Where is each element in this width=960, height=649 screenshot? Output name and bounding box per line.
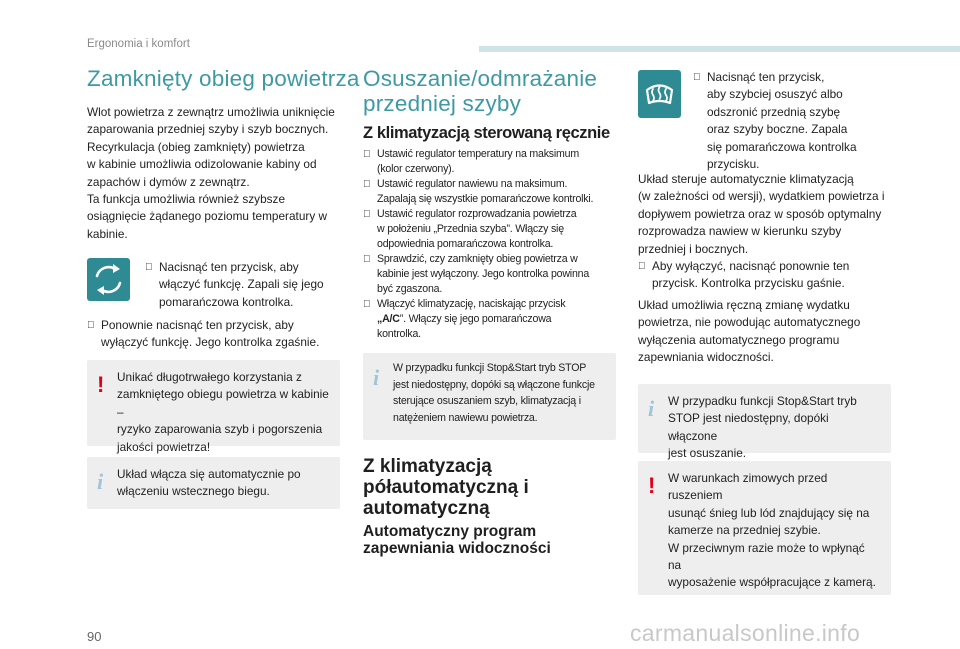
manual-change-paragraph [638, 297, 898, 367]
intro-line: zapachów i dymów z zewnątrz. [87, 174, 250, 189]
bullet-marker [638, 258, 646, 275]
warning-text: wyposażenie współpracujące z kamerą. [668, 575, 876, 590]
defrost-title [363, 66, 597, 116]
bullet-marker [363, 207, 370, 222]
intro-line: w kabinie umożliwia odizolowanie kabiny od [87, 157, 317, 172]
body-line: rozprowadza nawiew w kierunku szyby [638, 224, 842, 239]
instruction-text: aby szybciej osuszyć albo [707, 87, 843, 102]
body-line: Układ umożliwia ręczną zmianę wydatku [638, 298, 850, 312]
press-again-instruction [87, 317, 352, 352]
info-text: jest niedostępny, dopóki są włączone funkcje [393, 378, 595, 391]
intro-line: Ta funkcja umożliwia również szybsze [87, 192, 286, 207]
instruction-text: włączyć funkcję. Zapali się jego [159, 277, 324, 292]
intro-line: zaparowania przedniej szyby i szyb bocznych. [87, 122, 329, 137]
bullet-marker [87, 317, 95, 334]
warning-text: Unikać długotrwałego korzystania z [117, 370, 302, 384]
manual-ac-subtitle: Z klimatyzacją sterowaną ręcznie [363, 124, 610, 142]
intro-line: osiągnięcie żądanego poziomu temperatury w [87, 209, 328, 224]
heading-line: automatyczną [363, 498, 490, 519]
step-text: (kolor czerwony). [377, 163, 455, 175]
info-text: W przypadku funkcji Stop&Start tryb [668, 394, 857, 408]
recirculation-icon [87, 258, 130, 301]
defrost-press-instruction [693, 69, 893, 173]
defrost-button[interactable] [638, 70, 681, 118]
step-text: w położeniu „Przednia szyba”. Włączy się [377, 223, 564, 235]
instruction-text: oraz szyby boczne. Zapala [707, 122, 848, 137]
warning-text: kamerze na przedniej szybie. [668, 523, 821, 538]
instruction-text: Nacisnąć ten przycisk, aby [159, 260, 299, 274]
instruction-text: Nacisnąć ten przycisk, [707, 70, 825, 84]
warning-text: W warunkach zimowych przed ruszeniem [668, 471, 828, 503]
warning-text: W przeciwnym razie może to wpłynąć na [668, 540, 865, 573]
step-text: Zapalają się wszystkie pomarańczowe kontrolki. [377, 193, 594, 205]
stopstart-defrost-info-box [638, 384, 891, 461]
info-text: Układ włącza się automatycznie po [117, 467, 301, 481]
bullet-marker [693, 69, 701, 86]
step-text: Ustawić regulator rozprowadzania powietrza [377, 208, 577, 220]
auto-ac-heading [363, 456, 529, 519]
press-instruction [145, 259, 345, 311]
bullet-marker [145, 259, 153, 276]
warning-box [87, 360, 340, 454]
step-text: Ustawić regulator temperatury na maksimum [377, 148, 579, 160]
info-text: STOP jest niedostępny, dopóki włączone [668, 411, 829, 443]
recirculation-intro [87, 104, 347, 243]
page-number: 90 [87, 629, 102, 644]
step-text: Sprawdzić, czy zamknięty obieg powietrza w [377, 253, 578, 265]
info-text: jest osuszanie. [668, 446, 747, 461]
info-text: natężeniem nawiewu powietrza. [393, 411, 538, 424]
intro-line: kabinie. [87, 226, 128, 241]
info-text: W przypadku funkcji Stop&Start tryb STOP [393, 362, 587, 374]
instruction-text: odszronić przednią szybę [707, 104, 841, 119]
heading-line: półautomatyczną i [363, 477, 529, 498]
info-icon: i [97, 469, 104, 494]
body-line: wyłączenia automatycznego programu [638, 332, 840, 347]
visibility-program-heading [363, 523, 551, 557]
step-text: ”. Włączy się jego pomarańczowa [399, 313, 552, 325]
heading-line: zapewniania widoczności [363, 540, 551, 557]
intro-line: Recyrkulacja (obieg zamknięty) powietrza [87, 139, 305, 154]
step-text: Włączyć klimatyzację, naciskając przycisk [377, 298, 566, 310]
warning-text: ryzyko zaparowania szyb i pogorszenia [117, 422, 323, 437]
warning-text: usunąć śnieg lub lód znajdujący się na [668, 505, 870, 520]
step-text: odpowiednia pomarańczowa kontrolka. [377, 238, 554, 250]
bullet-marker [363, 252, 370, 267]
info-icon: i [373, 365, 380, 390]
heading-line: Z klimatyzacją [363, 456, 492, 477]
stopstart-info-box [363, 353, 616, 440]
instruction-text: Aby wyłączyć, nacisnąć ponownie ten [652, 259, 850, 274]
ac-button-label: „A/C [377, 313, 400, 325]
info-box [87, 457, 340, 509]
instruction-text: pomarańczowa kontrolka. [159, 294, 294, 309]
warning-text: jakości powietrza! [117, 439, 211, 454]
title-line: Osuszanie/odmrażanie [363, 66, 598, 91]
recirculation-button[interactable] [87, 258, 130, 301]
step-text: Ustawić regulator nawiewu na maksimum. [377, 178, 568, 190]
body-line: (w zależności od wersji), wydatkiem powietrza i [638, 189, 885, 204]
instruction-text: wyłączyć funkcję. Jego kontrolka zgaśnie. [101, 335, 320, 350]
title-line: przedniej szyby [363, 91, 522, 116]
bullet-marker [363, 177, 370, 192]
instruction-text: przycisku. [707, 157, 760, 172]
warning-text: zamkniętego obiegu powietrza w kabinie – [117, 387, 329, 419]
body-line: Układ steruje automatycznie klimatyzacją [638, 172, 854, 186]
bullet-marker [363, 147, 370, 162]
camera-warning-box [638, 461, 891, 595]
step-text: kabinie jest wyłączony. Jego kontrolka powinna [377, 268, 590, 280]
watermark: carmanualsonline.info [630, 620, 861, 646]
auto-control-paragraph [638, 171, 898, 293]
manual-steps [363, 147, 623, 342]
info-text: sterujące osuszaniem szyb, klimatyzacją i [393, 395, 581, 407]
heading-line: Automatyczny program [363, 523, 537, 540]
instruction-text: Ponownie nacisnąć ten przycisk, aby [101, 318, 294, 332]
warning-icon: ! [648, 473, 656, 498]
bullet-marker [363, 297, 370, 312]
intro-line: Wlot powietrza z zewnątrz umożliwia uniknięcie [87, 105, 335, 119]
info-icon: i [648, 396, 655, 421]
step-text: kontrolka. [377, 328, 421, 340]
recirculation-title: Zamknięty obieg powietrza [87, 66, 360, 91]
instruction-text: przycisk. Kontrolka przycisku gaśnie. [652, 276, 845, 291]
warning-icon: ! [97, 372, 105, 397]
step-text: być zgaszona. [377, 283, 443, 295]
body-line: zapewniania widoczności. [638, 350, 774, 365]
body-line: przedniej i bocznych. [638, 241, 749, 256]
body-line: dopływem powietrza oraz w sposób optymalny [638, 206, 882, 221]
front-defrost-icon [638, 70, 681, 118]
body-line: powietrza, nie powodując automatycznego [638, 315, 861, 330]
section-header: Ergonomia i komfort [87, 38, 190, 50]
info-text: włączeniu wstecznego biegu. [117, 484, 270, 499]
header-rule [479, 46, 960, 52]
instruction-text: się pomarańczowa kontrolka [707, 139, 857, 154]
